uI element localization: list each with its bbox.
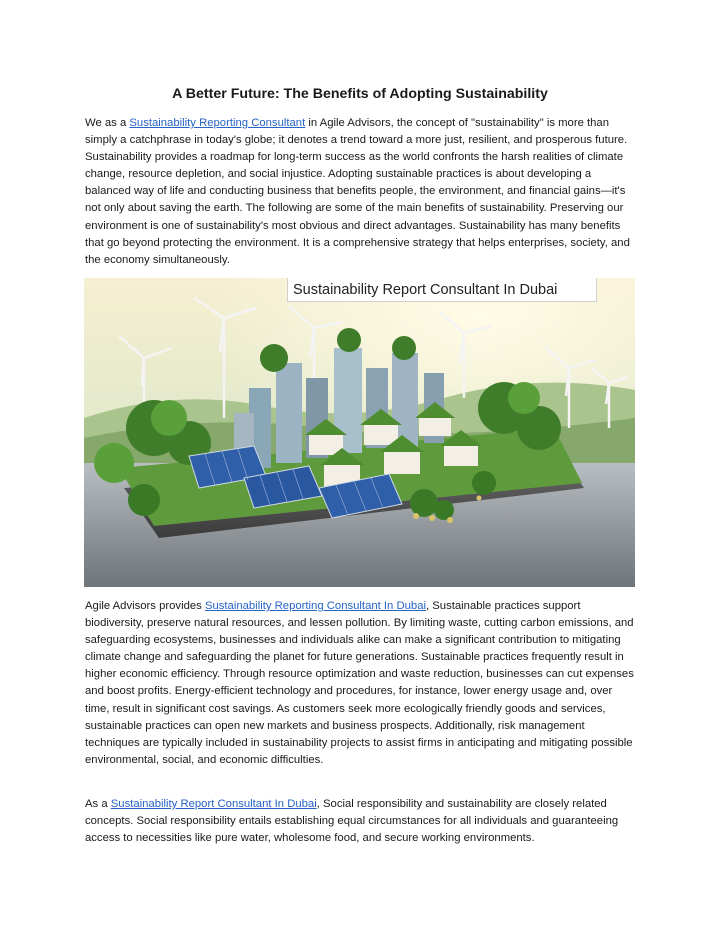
paragraph-intro-lead: We as a bbox=[85, 117, 130, 129]
paragraph-social-lead: As a bbox=[85, 798, 111, 810]
hero-image bbox=[84, 278, 635, 587]
paragraph-social-body: , Social responsibility and sustainability are closely related concepts. Social responsibility entails establishing equal circumstances for all individuals and guaranteeing access to necessities like pure water, wholesome food, and secure working environments. bbox=[85, 798, 619, 845]
paragraph-benefits-body: , Sustainable practices support biodiversity, preserve natural resources, and lessen pollution. By limiting waste, cutting carbon emissions, and safeguarding ecosystems, businesses and individuals alike can make a significant contribution to mitigating climate change and safeguarding the planet for future generations. Sustainable practices frequently result in higher economic efficiency. Through resource optimization and waste reduction, businesses can cut expenses and boost profits. Energy-efficient technology and procedures, for instance, lower energy usage and, over time, result in significant cost savings. As customers seek more ecologically friendly goods and services, sustainable practices can open new markets and business prospects. Additionally, risk management techniques are typically included in sustainability projects to assist firms in anticipating and mitigating possible environmental, social, and economic difficulties. bbox=[85, 600, 634, 766]
paragraph-benefits-lead: Agile Advisors provides bbox=[85, 600, 205, 612]
link-sustainability-reporting-consultant[interactable]: Sustainability Reporting Consultant bbox=[129, 117, 306, 129]
page-title: A Better Future: The Benefits of Adopting Sustainability bbox=[172, 86, 548, 102]
paragraph-benefits bbox=[85, 598, 637, 769]
link-sustainability-report-consultant-dubai[interactable]: Sustainability Report Consultant In Dubai bbox=[110, 798, 317, 810]
paragraph-intro bbox=[85, 115, 637, 269]
paragraph-intro-body: in Agile Advisors, the concept of "sustainability" is more than simply a catchphrase in today's globe; it denotes a trend toward a more just, resilient, and prosperous future. Sustainability provides a roadmap for long-term success as the world confronts the harsh realities of climate change, resource depletion, and social injustice. Adopting sustainable practices is about developing a balanced way of life and conducting business that benefits people, the environment, and financial gains—it's not only about saving the earth. The following are some of the main benefits of sustainability. Preserving our environment is one of sustainability's most obvious and direct advantages. Sustainability has many benefits that go beyond protecting the environment. It is a comprehensive strategy that helps enterprises, society, and the economy simultaneously. bbox=[85, 117, 630, 266]
link-sustainability-reporting-consultant-dubai[interactable]: Sustainability Reporting Consultant In Dubai bbox=[204, 600, 426, 612]
paragraph-social-responsibility bbox=[85, 796, 637, 847]
sustainable-city-illustration bbox=[84, 278, 635, 587]
image-caption: Sustainability Report Consultant In Dubai bbox=[287, 278, 597, 302]
